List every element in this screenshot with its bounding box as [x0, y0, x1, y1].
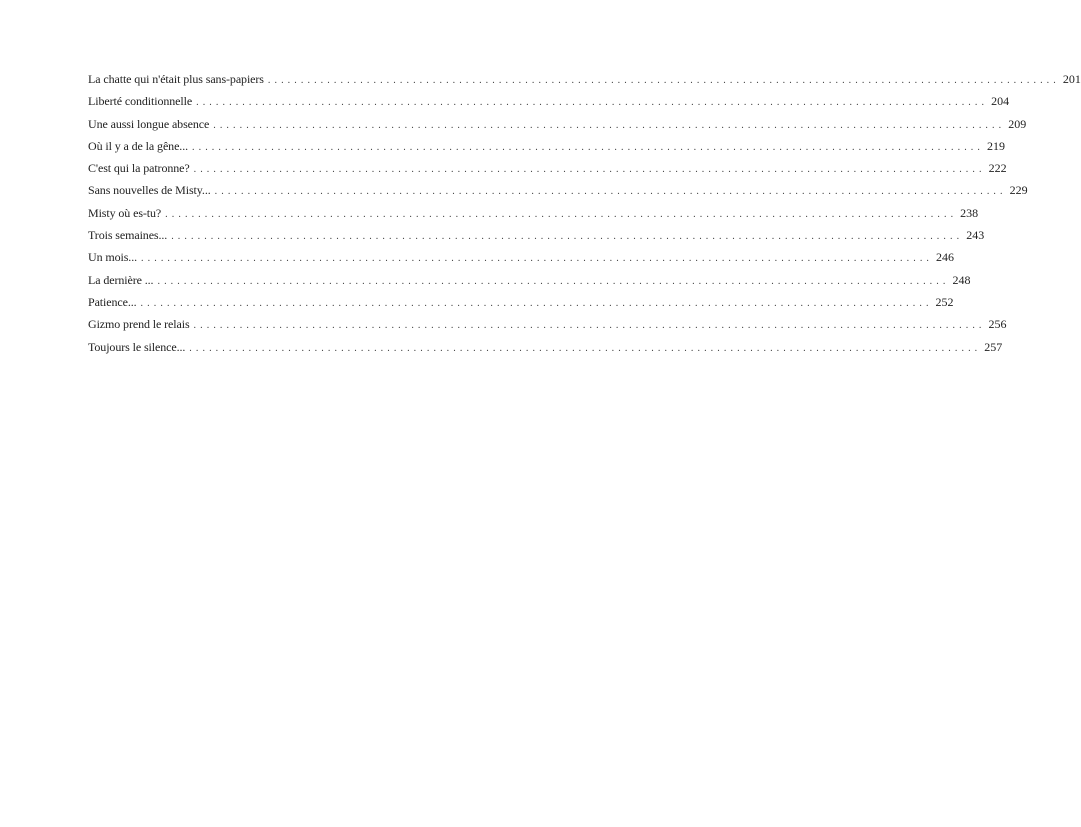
- toc-entry-title: Liberté conditionnelle: [88, 94, 193, 109]
- toc-dot-leader: ........................................................................................................................: [141, 253, 934, 265]
- toc-page-number: 222: [988, 161, 1007, 176]
- toc-dot-leader: ........................................................................................................................: [189, 342, 982, 354]
- toc-entry-title: Toujours le silence...: [88, 339, 186, 354]
- toc-entry-title: Trois semaines...: [88, 228, 168, 243]
- toc-dot-leader: ........................................................................................................................: [157, 275, 950, 287]
- toc-entry-title: La dernière ...: [88, 272, 154, 287]
- toc-page-number: 204: [991, 94, 1010, 109]
- table-of-contents: [88, 71, 1081, 361]
- toc-entry: [88, 227, 985, 249]
- toc-entry: [88, 316, 1007, 338]
- toc-dot-leader: ........................................................................................................................: [214, 186, 1007, 198]
- toc-dot-leader: ........................................................................................................................: [213, 119, 1006, 131]
- toc-entry-title: Patience...: [88, 294, 137, 309]
- toc-page-number: 229: [1009, 183, 1028, 198]
- toc-dot-leader: ........................................................................................................................: [171, 231, 964, 243]
- toc-entry-title: Sans nouvelles de Misty...: [88, 183, 211, 198]
- toc-entry-title: Un mois...: [88, 250, 138, 265]
- toc-entry-title: Gizmo prend le relais: [88, 317, 190, 332]
- toc-dot-leader: ........................................................................................................................: [140, 297, 933, 309]
- toc-dot-leader: ........................................................................................................................: [165, 208, 958, 220]
- toc-entry: [88, 272, 971, 294]
- toc-page-number: 238: [960, 205, 979, 220]
- toc-entry: [88, 339, 1003, 361]
- toc-entry-title: La chatte qui n'était plus sans-papiers: [88, 72, 264, 86]
- toc-entry: [88, 182, 1028, 204]
- toc-page-number: 201: [1062, 72, 1081, 86]
- toc-dot-leader: ........................................................................................................................: [267, 75, 1060, 86]
- toc-entry: [88, 138, 1005, 160]
- toc-page-number: 256: [988, 317, 1007, 332]
- toc-entry: [88, 116, 1027, 138]
- toc-page-number: 209: [1008, 116, 1027, 131]
- toc-entry: [88, 294, 954, 316]
- toc-entry: [88, 249, 955, 271]
- toc-entry: [88, 71, 1081, 93]
- toc-dot-leader: ........................................................................................................................: [193, 320, 986, 332]
- toc-page-number: 243: [966, 228, 985, 243]
- toc-entry-title: C'est qui la patronne?: [88, 161, 190, 176]
- toc-dot-leader: ........................................................................................................................: [192, 141, 984, 153]
- toc-dot-leader: ........................................................................................................................: [196, 97, 989, 109]
- toc-page-number: 219: [987, 138, 1005, 153]
- toc-entry-title: Misty où es-tu?: [88, 205, 162, 220]
- toc-entry: [88, 160, 1007, 182]
- toc-page-number: 257: [984, 339, 1003, 354]
- toc-entry: [88, 93, 1010, 115]
- toc-page-number: 246: [936, 250, 955, 265]
- toc-page-number: 248: [952, 272, 971, 287]
- toc-entry: [88, 205, 979, 227]
- toc-page-number: 252: [935, 294, 954, 309]
- toc-dot-leader: ........................................................................................................................: [193, 164, 986, 176]
- toc-entry-title: Où il y a de la gêne...: [88, 138, 188, 153]
- toc-entry-title: Une aussi longue absence: [88, 116, 210, 131]
